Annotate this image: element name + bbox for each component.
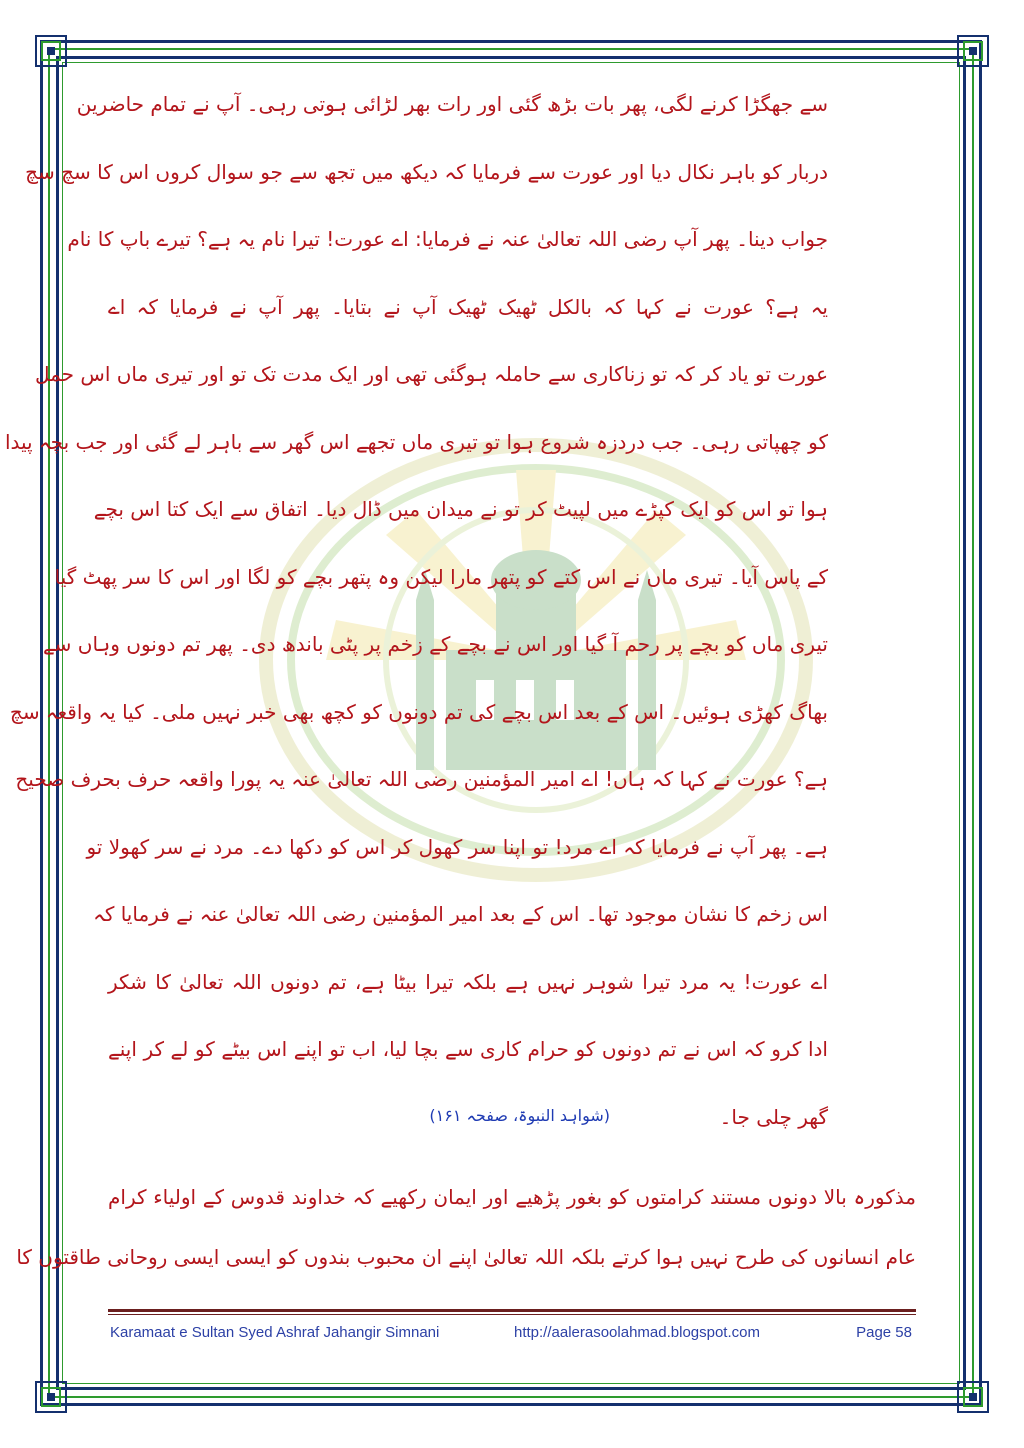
text-line: کو چھپاتی رہی۔ جب دردزہ شروع ہوا تو تیری ماں تجھے اس گھر سے باہر لے گئی اور جب بچہ پیدا (4, 429, 828, 454)
closing-text: گھر چلی جا۔ (719, 1104, 828, 1129)
text-line: اے عورت! یہ مرد تیرا شوہر نہیں ہے بلکہ تیرا بیٹا ہے، تم دونوں اللہ تعالیٰ کا شکر (108, 969, 828, 994)
text-line: بھاگ کھڑی ہوئیں۔ اس کے بعد اس بچے کی تم دونوں کو کچھ بھی خبر نہیں ملی۔ کیا یہ واقعہ سچ (9, 699, 828, 724)
text-line: دربار کو باہر نکال دیا اور عورت سے فرمایا کہ دیکھ میں تجھ سے جو سوال کروں اس کا سچ سچ (25, 159, 828, 184)
text-line: یہ ہے؟ عورت نے کہا کہ بالکل ٹھیک ٹھیک آپ نے بتایا۔ پھر آپ نے فرمایا کہ اے (108, 294, 828, 319)
paragraph-main (4, 84, 828, 1164)
corner-ornament-icon (34, 1380, 68, 1414)
text-line: ادا کرو کہ اس نے تم دونوں کو حرام کاری سے بچا لیا، اب تو اپنے اس بیٹے کو لے کر اپنے (108, 1037, 828, 1061)
closing-line (108, 1097, 828, 1165)
text-line: ہوا تو اس کو ایک کپڑے میں لپیٹ کر تو نے میدان میں ڈال دیا۔ اتفاق سے ایک کتا اس بچے (93, 497, 828, 521)
text-line: کے پاس آیا۔ تیری ماں نے اس کتے کو پتھر مارا لیکن وہ پتھر بچے کو لگا اور اس کا سر پھٹ گیا (54, 564, 828, 589)
text-line: ہے۔ پھر آپ نے فرمایا کہ اے مرد! تو اپنا سر کھول کر اس کو دکھا دے۔ مرد نے سر کھولا تو (86, 834, 828, 859)
text-line: جواب دینا۔ پھر آپ رضی اللہ تعالیٰ عنہ نے فرمایا: اے عورت! تیرا نام یہ ہے؟ تیرے باپ کا نام (67, 227, 828, 251)
text-line: ہے؟ عورت نے کہا کہ ہاں! اے امیر المؤمنین رضی اللہ تعالیٰ عنہ یہ پورا واقعہ حرف بحرف صحیح (15, 767, 828, 791)
corner-ornament-icon (956, 1380, 990, 1414)
text-line: تیری ماں کو بچے پر رحم آ گیا اور اس نے بچے کے زخم پر پٹی باندھ دی۔ پھر تم دونوں وہاں سے (42, 632, 828, 656)
corner-ornament-icon (956, 34, 990, 68)
footer-url-link[interactable]: http://aalerasoolahmad.blogspot.com (514, 1324, 760, 1341)
corner-ornament-icon (34, 34, 68, 68)
footer-rule (108, 1309, 916, 1312)
text-line: سے جھگڑا کرنے لگی، پھر بات بڑھ گئی اور رات بھر لڑائی ہوتی رہی۔ آپ نے تمام حاضرین (76, 92, 828, 116)
source-reference: (شواہد النبوۃ، صفحہ ۱۶۱) (429, 1105, 610, 1125)
page-footer (110, 1324, 914, 1348)
text-line: مذکورہ بالا دونوں مستند کرامتوں کو بغور پڑھیے اور ایمان رکھیے کہ خداوند قدوس کے اولیاء کرام (108, 1185, 916, 1209)
text-line: عورت تو یاد کر کہ تو زناکاری سے حاملہ ہوگئی تھی اور ایک مدت تک تو اور تیری ماں اس حمل (34, 362, 828, 386)
footer-rule-thin (108, 1314, 916, 1315)
text-line: عام انسانوں کی طرح نہیں ہوا کرتے بلکہ اللہ تعالیٰ اپنے ان محبوب بندوں کو ایسی ایسی روحانی طاقتوں کا (16, 1245, 916, 1269)
footer-book-title: Karamaat e Sultan Syed Ashraf Jahangir Simnani (110, 1324, 440, 1341)
text-line: اس زخم کا نشان موجود تھا۔ اس کے بعد امیر المؤمنین رضی اللہ تعالیٰ عنہ نے فرمایا کہ (93, 902, 828, 926)
page-number: Page 58 (856, 1324, 912, 1341)
paragraph-secondary (16, 1177, 916, 1297)
